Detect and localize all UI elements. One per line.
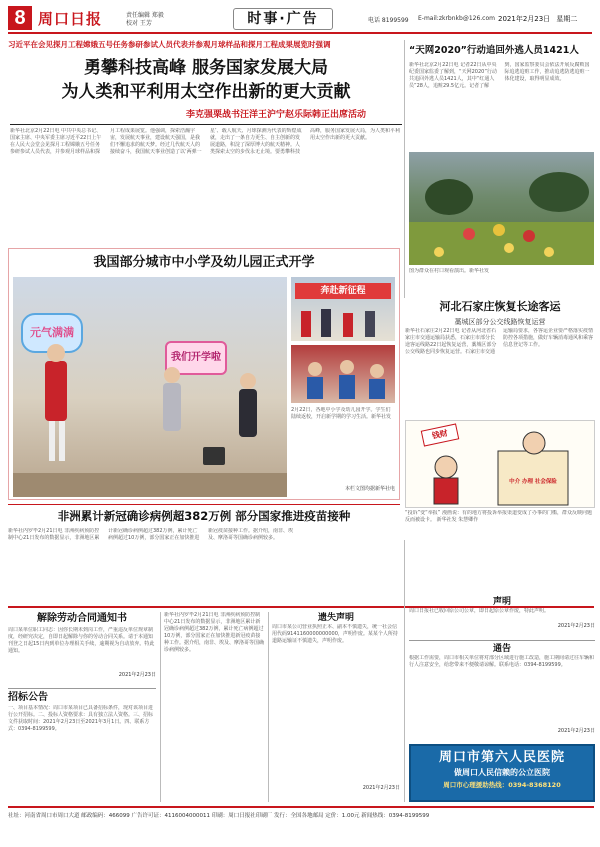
notice-body: 根据工作需要，周口市相关单位将对部分区域进行施工改造，施工期间请过往车辆和行人注意安全，给您带来不便敬请谅解。联系电话：0394-8199599。 — [409, 655, 595, 668]
tree-1 — [425, 179, 473, 215]
hospital-name: 周口市第六人民医院 — [438, 750, 565, 765]
masthead — [8, 6, 592, 34]
kid-head-2 — [340, 360, 354, 374]
kid-head-1 — [308, 362, 322, 376]
cartoon-caption: “投诉”变“举报” 漫画说：有的地方将投诉举报渠道变成了办事的门槛，群众反映问题反而被设卡。 新华社发 朱慧卿作 — [405, 510, 592, 523]
statement-date: 2021年2月23日 — [557, 623, 595, 629]
lead-title-2: 为人类和平利用太空作出新的更大贡献 — [61, 82, 351, 102]
student-1-body — [45, 361, 67, 421]
cartoon-person-body — [434, 478, 458, 504]
misc-notices-column — [164, 612, 264, 802]
date-text: 2021年2月23日 — [498, 15, 551, 23]
recruit-title: 招标公告 — [8, 692, 48, 703]
date — [498, 14, 577, 24]
banner-text: 奔赴新征程 — [295, 283, 391, 299]
child-d — [365, 311, 375, 337]
student-1-head — [47, 344, 65, 362]
cartoon — [405, 420, 595, 508]
person-3 — [523, 230, 535, 242]
sidebar-caption: 图为群众在村口观看演出。新华社发 — [409, 268, 490, 274]
school-credit: 本栏文图均据新华社电 — [344, 486, 395, 492]
sidebar-title: “天网2020”行动追回外逃人员1421人 — [409, 45, 579, 56]
crowd-graphic — [291, 301, 395, 341]
flower-1 — [504, 243, 514, 253]
student-2-head — [164, 367, 180, 383]
lost-date: 2021年2月23日 — [362, 785, 400, 791]
covid-body: 新华社内罗毕2月21日电 非洲疾病预防控制中心21日发布的数据显示，非洲地区累计新冠确诊病例超过382万例，累计死亡病例超过10万例，部分国家正在加快推进新冠疫苗接种工作。据介绍，南非、埃及、摩洛哥等国确诊病例较多。 — [8, 528, 294, 541]
sign-right: 我们开学啦 — [165, 341, 227, 375]
statement-body: 周口日报社已收回原公司公章，即日起原公章作废，特此声明。 — [409, 608, 550, 614]
covid-top-rule — [8, 504, 400, 505]
sidebar-body: 新华社北京2月22日电 记者22日从中央纪委国家监委了解到，“天网2020”行动共追回外逃人员1421人，其中“红通人员”28人，追赃29.5亿元。记者了解到，国家监察委员会依法开展反腐败国际追逃追赃工作，推动追逃防逃追赃一体化建设，取得明显成效。 — [409, 62, 590, 89]
school-photo-top-right — [291, 277, 395, 341]
cartoon-person-head — [435, 456, 457, 478]
suitcase — [203, 447, 225, 465]
recruit-notice — [8, 688, 156, 800]
recruit-body: 一、项目基本情况：周口市某项目已具备招标条件，现对该项目进行公开招标。二、投标人资格要求：具有独立法人资格。三、招标文件获取时间：2021年2月23日至2021年3月1日。四、联系方式：0394-8199599。 — [8, 705, 154, 732]
hebei-body: 新华社石家庄2月22日电 记者从河北省石家庄市交通运输局获悉，石家庄市部分长途客运线路22日起恢复运营，藁城区部分公交线路也同步恢复运营。石家庄市交通运输局要求，各客运企业要严格落实疫情防控各项措施，做好车辆消毒通风和乘客信息登记等工作。 — [405, 328, 594, 355]
editor-info — [126, 12, 164, 28]
cartoon-graphic — [406, 421, 595, 508]
top-banner: 习近平在会见探月工程嫦娥五号任务参研参试人员代表并参观月球样品和探月工程成果展览时强调 — [8, 40, 331, 49]
school-story-box — [8, 248, 400, 500]
notice-title: 通告 — [492, 644, 511, 654]
notices-divider-2 — [268, 612, 269, 802]
cartoon-desk — [498, 451, 568, 505]
school-photo-main — [13, 277, 287, 497]
school-photo-figures — [13, 277, 287, 497]
flower-2 — [544, 247, 554, 257]
notices-divider-1 — [160, 612, 161, 802]
sign-left: 元气满满 — [21, 313, 83, 353]
email: E-mail:zkrbnkb@126.com — [418, 15, 495, 22]
statement-notice — [409, 596, 595, 630]
school-photo-mid-right — [291, 345, 395, 403]
lead-subtitle: 李克强栗战书汪洋王沪宁赵乐际韩正出席活动 — [185, 110, 366, 120]
school-title: 我国部分城市中小学及幼儿园正式开学 — [93, 255, 315, 270]
lead-title-1: 勇攀科技高峰 服务国家发展大局 — [84, 58, 328, 78]
covid-title: 非洲累计新冠确诊病例超382万例 部分国家推进疫苗接种 — [57, 509, 351, 523]
hospital-ad — [409, 744, 595, 802]
paper-name: 周口日报 — [38, 10, 103, 28]
lost-body: 周口市某公司营业执照正本、副本不慎遗失，统一社会信用代码9141160000000000，声明作废。某某个人所持道路运输证不慎遗失，声明作废。 — [272, 624, 398, 644]
cartoon-desk-label: 中介 办理 社会保险 — [509, 479, 557, 485]
lead-body: 新华社北京2月22日电 中共中央总书记、国家主席、中央军委主席习近平22日上午在人民大会堂会见探月工程嫦娥五号任务参研参试人员代表，并参观月球样品和探月工程成果展览。他强调，探索浩瀚宇宙，发展航天事业，建设航天强国，是我们不懈追求的航天梦。经过几代航天人的接续奋斗，我国航天事业创造了以‘两弹一星’、载人航天、月球探测为代表的辉煌成就，走出了一条自力更生、自主创新的发展道路，积淀了深厚博大的航天精神。人类探索太空的步伐永无止境。要勇攀科技高峰，服务国家发展大局，为人类和平利用太空作出新的更大贡献。 — [10, 128, 401, 155]
notice-date: 2021年2月23日 — [557, 728, 595, 734]
tree-2 — [529, 172, 589, 212]
kid-body-3 — [369, 379, 385, 399]
kid-head-3 — [370, 364, 384, 378]
student-1-leg-2 — [59, 421, 65, 461]
festival-photo — [409, 152, 594, 265]
lost-title: 遗失声明 — [317, 613, 354, 623]
kid-body-2 — [339, 375, 355, 399]
statement-title: 声明 — [492, 597, 511, 607]
lost-notice — [272, 612, 400, 802]
flower-3 — [434, 247, 444, 257]
hebei-subtitle: 藁城区部分公交线路恢复运营 — [454, 318, 546, 326]
student-3-head — [240, 373, 256, 389]
footer: 社址：河南省周口市周口大道 邮政编码：466099 广告许可证：4116004000011 印刷：周口日报社印刷厂 发行：全国各地邮局 定价：1.00元 新闻热线：0394-8199599 — [8, 813, 430, 819]
termination-date: 2021年2月23日 — [118, 672, 156, 678]
child-a — [301, 311, 311, 337]
editor: 责任编辑 郑毅 — [126, 12, 164, 19]
cartoon-sign: 钱财 — [421, 423, 460, 446]
lead-divider — [10, 124, 402, 125]
child-c — [343, 313, 353, 337]
hospital-hotline: 周口市心理援助热线：0394-8368120 — [443, 781, 561, 789]
student-1-leg — [49, 421, 55, 461]
sidebar-divider — [404, 40, 405, 298]
notice-box — [409, 640, 595, 740]
cartoon-clerk-head — [523, 432, 545, 454]
termination-notice — [8, 612, 156, 684]
child-b — [321, 309, 331, 337]
misc-notices-text: 新华社内罗毕2月21日电 非洲疾病预防控制中心21日发布的数据显示，非洲地区累计新冠确诊病例超过382万例，累计死亡病例超过10万例，部分国家正在加快推进新冠疫苗接种工作。据介绍，南非、埃及、摩洛哥等国确诊病例较多。 — [164, 612, 264, 653]
festival-photo-graphic — [409, 152, 594, 265]
ground — [13, 473, 287, 497]
proofreader: 校对 王芳 — [126, 20, 152, 27]
school-caption: 2月22日，各地中小学及幼儿园开学。学生们陆续返校，开启新学期的学习生活。新华社发 — [291, 407, 392, 420]
person-2 — [493, 224, 505, 236]
student-3-body — [239, 389, 257, 437]
person-1 — [463, 228, 475, 240]
hospital-slogan: 做周口人民信赖的公立医院 — [454, 768, 550, 777]
weekday-text: 星期二 — [556, 15, 578, 23]
notices-divider-3 — [404, 540, 405, 802]
student-2-body — [163, 383, 181, 431]
section-title: 时事·广告 — [233, 8, 333, 30]
classroom-graphic — [291, 345, 395, 403]
termination-title: 解除劳动合同通知书 — [37, 613, 127, 624]
footer-rule — [8, 806, 594, 808]
page-number: 8 — [8, 6, 32, 30]
termination-body: 周口某单位职工同志：因你长期未到岗工作，严重违反单位规章制度，经研究决定，自即日起解除与你的劳动合同关系。请于本通知刊登之日起15日内到单位办理相关手续，逾期视为自动放弃。特此通知。 — [8, 627, 155, 654]
tel: 电话 8199599 — [368, 17, 409, 24]
hebei-title: 河北石家庄恢复长途客运 — [439, 300, 561, 313]
kid-body-1 — [307, 377, 323, 399]
